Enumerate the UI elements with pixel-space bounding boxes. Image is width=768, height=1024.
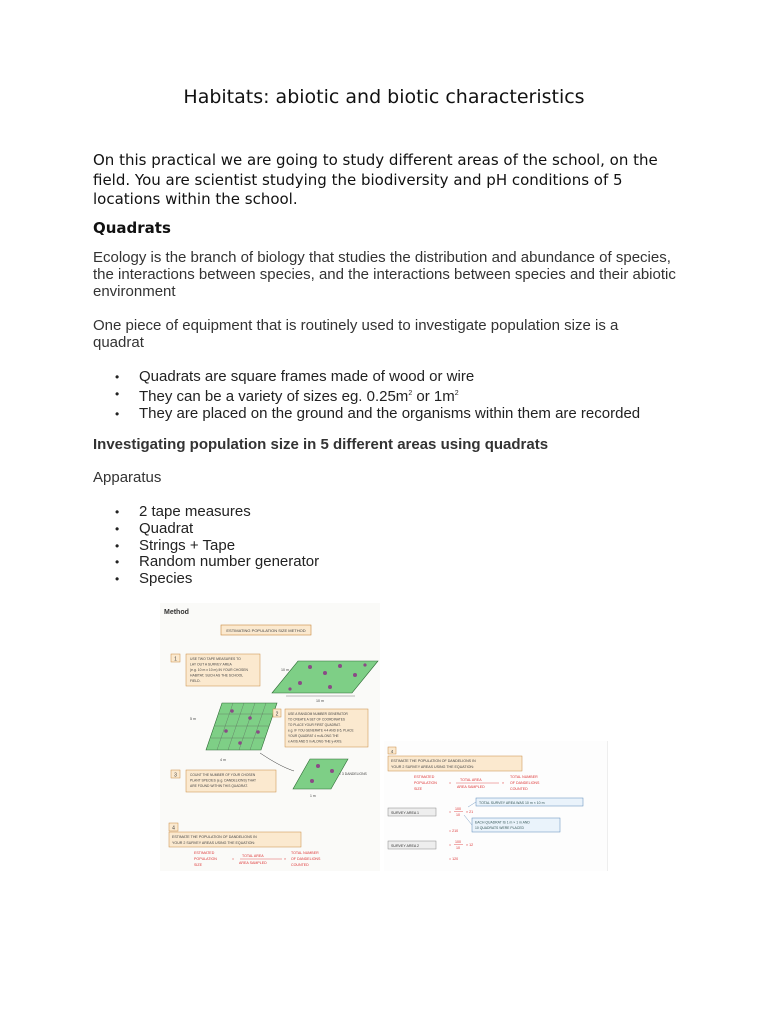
dandelion-count: = 3 DANDELIONS <box>339 772 367 776</box>
bullet-icon: • <box>115 555 120 570</box>
equation-term: TOTAL NUMBER <box>291 851 319 855</box>
calc-value: × 12 <box>466 843 474 847</box>
method-figure <box>160 603 380 871</box>
list-item-text: Strings + Tape <box>139 536 236 554</box>
equation-term: TOTAL AREA <box>242 854 264 858</box>
list-item <box>93 538 319 555</box>
list-item <box>93 554 319 571</box>
equation-equals: = <box>232 857 235 861</box>
step-2-line: YOUR QUADRAT 4 m ALONG THE <box>288 734 339 738</box>
list-item <box>93 571 319 588</box>
survey-area-field <box>272 661 378 693</box>
calculation-figure <box>384 741 608 871</box>
list-item-text: Quadrats are square frames made of wood or wire <box>139 368 475 385</box>
list-item-text: Random number generator <box>139 553 320 571</box>
note-quadrat-line: EACH QUADRAT IS 1 m × 1 m AND <box>475 820 530 825</box>
bullet-icon: • <box>115 386 120 401</box>
step-3-line: COUNT THE NUMBER OF YOUR CHOSEN <box>190 773 256 777</box>
ecology-paragraph: Ecology is the branch of biology that studies the distribution and abundance of species, the interactions between species, and the interactions between species and their abiotic environment <box>93 249 676 300</box>
bullet-icon: • <box>115 370 120 384</box>
dimension-label: 10 m <box>281 668 289 672</box>
list-item <box>93 504 319 521</box>
step-4-number: 4 <box>390 748 394 754</box>
step-4-line: ESTIMATE THE POPULATION OF DANDELIONS IN <box>391 759 476 763</box>
method-label: Method <box>164 609 189 616</box>
list-item-text: Quadrat <box>139 519 194 537</box>
list-item <box>93 521 319 538</box>
step-2-line: TO PLACE YOUR FIRST QUADRAT. <box>288 723 341 727</box>
step-3-line: PLANT SPECIES (e.g. DANDELIONS) THAT <box>190 778 256 783</box>
superscript: 2 <box>408 389 413 397</box>
list-item <box>93 369 640 386</box>
list-item-text: 2 tape measures <box>139 503 251 520</box>
equation-term: AREA SAMPLED <box>457 785 485 789</box>
equation-term: OF DANDELIONS <box>291 857 321 861</box>
equation-term: POPULATION <box>194 857 217 861</box>
step-1-line: LAY OUT A SURVEY AREA <box>190 662 232 667</box>
note-quadrat-line: 10 QUADRATS WERE PLACED <box>475 826 524 830</box>
bullet-icon: • <box>115 538 120 553</box>
list-item-text: Species <box>139 570 193 588</box>
equation-term: OF DANDELIONS <box>510 781 540 785</box>
dimension-label: 1 m <box>310 794 316 798</box>
bullet-icon: • <box>115 521 120 536</box>
bullet-icon: • <box>115 505 120 519</box>
calc-value: = 210 <box>449 829 459 833</box>
step-2-line: TO CREATE A SET OF COORDINATES <box>288 717 345 722</box>
list-item-text: They can be a variety of sizes eg. 0.25m <box>139 387 409 405</box>
calc-value: × 21 <box>466 810 474 814</box>
step-2-line: USE A RANDOM NUMBER GENERATOR <box>288 712 348 716</box>
superscript: 2 <box>454 389 459 397</box>
step-4-line: YOUR 2 SURVEY AREAS USING THE EQUATION: <box>391 765 475 769</box>
equation-term: TOTAL AREA <box>460 778 482 782</box>
bullet-icon: • <box>115 406 120 421</box>
step-1-line: HABITAT, SUCH AS THE SCHOOL <box>190 673 244 678</box>
dimension-label: 10 m <box>316 699 324 703</box>
survey-area-1-label: SURVEY AREA 1 <box>391 810 420 815</box>
arrow-icon <box>468 802 476 807</box>
equation-term: TOTAL NUMBER <box>510 775 538 779</box>
list-item <box>93 386 640 406</box>
arrow-icon <box>260 753 294 771</box>
step-4-line: YOUR 2 SURVEY AREAS USING THE EQUATION: <box>172 841 256 845</box>
step-2-number: 2 <box>275 711 279 718</box>
step-1-number: 1 <box>174 656 177 663</box>
equipment-paragraph: One piece of equipment that is routinely used to investigate population size is a quadrat <box>93 317 619 351</box>
equation-times: × <box>284 857 287 861</box>
calc-value: 10 <box>456 813 460 817</box>
note-total-area: TOTAL SURVEY AREA WAS 10 m × 10 m <box>479 800 545 805</box>
population-equation <box>414 775 540 791</box>
step-2-line: e.g. IF YOU GENERATE 4-4 AND 8-5, PLACE <box>288 728 354 733</box>
calc-value: 100 <box>455 840 461 844</box>
population-equation <box>194 851 321 867</box>
equation-equals: = <box>449 781 452 785</box>
step-3-line: ARE FOUND WITHIN THIS QUADRAT. <box>190 784 248 788</box>
equation-term: ESTIMATED <box>194 851 215 855</box>
investigating-heading: Investigating population size in 5 different areas using quadrats <box>93 436 549 453</box>
calc-value: 100 <box>455 807 461 811</box>
step-1-line: USE TWO TAPE MEASURES TO <box>190 657 241 661</box>
equation-term: SIZE <box>194 863 202 867</box>
box-title: ESTIMATING POPULATION SIZE METHOD <box>226 628 306 633</box>
step-1-line: FIELD. <box>190 679 201 683</box>
bullet-icon: • <box>115 572 120 587</box>
calc-value: 10 <box>456 846 460 850</box>
calc-value: = 120 <box>449 857 459 861</box>
step-4-line: ESTIMATE THE POPULATION OF DANDELIONS IN <box>172 835 257 839</box>
equation-times: × <box>502 781 505 785</box>
intro-paragraph: On this practical we are going to study different areas of the school, on the field. You are scientist studying the biodiversity and pH conditions of 5 locations within the school. <box>93 151 658 208</box>
page-title: Habitats: abiotic and biotic characteristics <box>183 86 585 108</box>
equation-term: SIZE <box>414 787 422 791</box>
list-item-text-cont: or 1m <box>412 387 455 405</box>
list-item-text: They are placed on the ground and the organisms within them are recorded <box>139 404 641 422</box>
equation-term: COUNTED <box>291 863 309 867</box>
arrow-icon <box>464 815 472 825</box>
step-3-number: 3 <box>174 772 177 779</box>
equation-term: ESTIMATED <box>414 775 435 779</box>
list-item <box>93 406 640 423</box>
equation-term: AREA SAMPLED <box>239 861 267 865</box>
calculation-diagram <box>384 741 607 871</box>
survey-area-2-label: SURVEY AREA 2 <box>391 843 420 848</box>
step-1-line: (e.g. 10 m x 10 m) IN YOUR CHOSEN <box>190 668 248 672</box>
dimension-label: 4 m <box>220 758 226 762</box>
step-4-number: 4 <box>172 825 175 832</box>
method-diagram <box>160 603 380 871</box>
apparatus-label: Apparatus <box>93 469 162 486</box>
calculation-1 <box>449 807 473 833</box>
step-2-line: x-AXIS AND 5 m ALONG THE y-AXIS. <box>288 739 343 744</box>
quadrat-facts-list <box>93 369 640 422</box>
apparatus-list <box>93 504 319 588</box>
dimension-label: 5 m <box>190 717 196 721</box>
calculation-2 <box>449 840 473 861</box>
equation-equals: = <box>449 810 452 814</box>
equation-term: POPULATION <box>414 781 437 785</box>
equation-term: COUNTED <box>510 787 528 791</box>
quadrats-heading: Quadrats <box>93 219 171 237</box>
equation-equals: = <box>449 843 452 847</box>
